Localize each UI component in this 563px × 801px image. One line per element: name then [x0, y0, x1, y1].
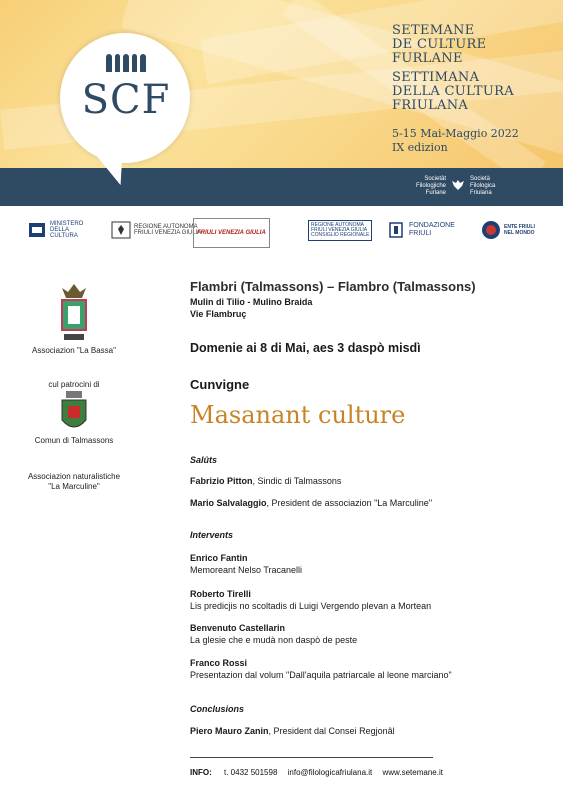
title-italian-1: SETTIMANA	[392, 70, 480, 85]
fondazione-line-2: FRIULI	[409, 230, 432, 237]
comun-talmassons: Comun di Talmassons	[34, 436, 114, 445]
fondazione-line-1: FONDAZIONE	[409, 222, 455, 229]
eagle-icon	[451, 178, 465, 192]
talk-title: Lis predicjis no scoltadis di Luigi Vergendo plevan a Mortean	[190, 601, 432, 611]
title-furlan-3: FURLANE	[392, 51, 463, 66]
ente-line-2: NEL MONDO	[504, 230, 535, 236]
fvg-brand-text: FRIULI VENEZIA GIULIA	[197, 230, 266, 236]
salut-role: , President de associazion "La Marculine"	[266, 498, 433, 508]
salut-name: Mario Salvalaggio	[190, 498, 267, 508]
patronage-label: cul patrocini di	[48, 380, 100, 389]
salut-name: Fabrizio Pitton	[190, 476, 253, 486]
festival-dates	[392, 127, 519, 155]
talk-title: Memoreant Nelso Tracanelli	[190, 565, 303, 575]
talk-title: Presentazion dal volum "Dall'aquila patriarcale al leone marciano"	[190, 670, 452, 680]
speaker-name: Franco Rossi	[190, 658, 248, 668]
sponsor-ministero	[27, 218, 83, 242]
consiglio-line-2: FRIULI VENEZIA GIULIA	[311, 226, 368, 233]
ministero-line-1: MINISTERO	[50, 221, 84, 227]
intervent-item	[190, 588, 431, 612]
edition: IX edizion	[392, 141, 448, 154]
sponsor-strip	[0, 214, 563, 246]
naturalistiche-line-2: "La Marculine"	[48, 482, 100, 491]
interventi-heading: Intervents	[190, 530, 234, 540]
conclusion-role: , President dal Consei Regjonâl	[268, 726, 395, 736]
regione-line-2: FRIULI VENEZIA GIULIA	[134, 230, 202, 236]
title-furlan-1: SETEMANE	[392, 23, 475, 38]
globe-icon	[481, 220, 501, 240]
pillars-icon	[106, 54, 146, 72]
society-furlan-2: Filologjiche	[415, 183, 446, 189]
title-italian-3: FRIULANA	[392, 98, 469, 113]
salut-role: , Sindic di Talmassons	[252, 476, 342, 486]
assoc-la-bassa: Associazion "La Bassa"	[32, 346, 116, 355]
event-date: Domenie ai 8 di Mai, aes 3 daspò misdì	[190, 341, 421, 355]
society-italian-3: Friulana	[470, 190, 492, 196]
date-range: 5-15 Mai-Maggio 2022	[392, 127, 519, 140]
regione-line-1: REGIONE AUTONOMA	[134, 224, 198, 230]
talk-title: La glesie che e mudà non daspò de peste	[190, 635, 358, 645]
intervent-item	[190, 657, 452, 681]
footer-info	[190, 768, 451, 777]
society-italian	[470, 176, 520, 197]
event-title: Masanant culture	[190, 401, 406, 429]
event-venue: Mulin di Tilio - Mulino Braida	[190, 297, 313, 307]
intervent-item	[190, 552, 302, 576]
regione-eagle-icon	[111, 220, 131, 240]
event-type: Cunvigne	[190, 377, 250, 392]
sponsor-regione	[111, 218, 201, 242]
consiglio-line-1: REGIONE AUTONOMA	[311, 221, 364, 228]
conclusion-name: Piero Mauro Zanin	[190, 726, 269, 736]
talmassons-crest-icon	[58, 390, 90, 434]
sponsor-ente	[481, 218, 535, 242]
salut-row	[190, 497, 432, 509]
title-italian-2: DELLA CULTURA	[392, 84, 514, 99]
ministero-line-3: CULTURA	[50, 233, 78, 239]
sponsor-fvg	[193, 218, 270, 248]
society-furlan	[392, 176, 446, 197]
conclusion-row	[190, 725, 395, 737]
event-place: Flambri (Talmassons) – Flambro (Talmassons)	[190, 279, 476, 294]
footer-divider	[190, 757, 433, 758]
sponsor-consiglio	[308, 218, 372, 242]
society-italian-1: Società	[470, 176, 491, 182]
la-bassa-crest-icon	[58, 282, 90, 344]
ministero-icon	[27, 220, 47, 240]
society-furlan-1: Societât	[424, 176, 446, 182]
naturalistiche-line-1: Associazion naturalistiche	[27, 472, 121, 481]
ministero-line-2: DELLA	[50, 227, 70, 233]
society-italian-2: Filologica	[470, 183, 496, 189]
title-furlan-2: DE CULTURE	[392, 37, 487, 52]
info-website[interactable]: www.setemane.it	[382, 768, 443, 777]
event-street: Vie Flambruç	[190, 309, 247, 319]
society-furlan-3: Furlane	[425, 190, 446, 196]
info-email[interactable]: info@filologicafriulana.it	[287, 768, 373, 777]
saluts-heading: Salûts	[190, 455, 218, 465]
scf-logo-text: SCF	[81, 77, 171, 123]
speaker-name: Benvenuto Castellarin	[190, 623, 286, 633]
speaker-name: Enrico Fantin	[190, 553, 248, 563]
info-phone: t. 0432 501598	[224, 768, 278, 777]
ente-line-1: ENTE FRIULI	[504, 224, 535, 230]
salut-row	[190, 475, 341, 487]
info-label: INFO:	[190, 768, 212, 777]
assoc-naturalistiche	[0, 472, 148, 492]
speaker-name: Roberto Tirelli	[190, 589, 251, 599]
conclusions-heading: Conclusions	[190, 704, 245, 714]
consiglio-line-3: CONSIGLIO REGIONALE	[311, 231, 370, 238]
festival-title	[392, 24, 557, 113]
sponsor-fondazione	[386, 218, 455, 242]
intervent-item	[190, 622, 357, 646]
fondazione-icon	[386, 220, 406, 240]
